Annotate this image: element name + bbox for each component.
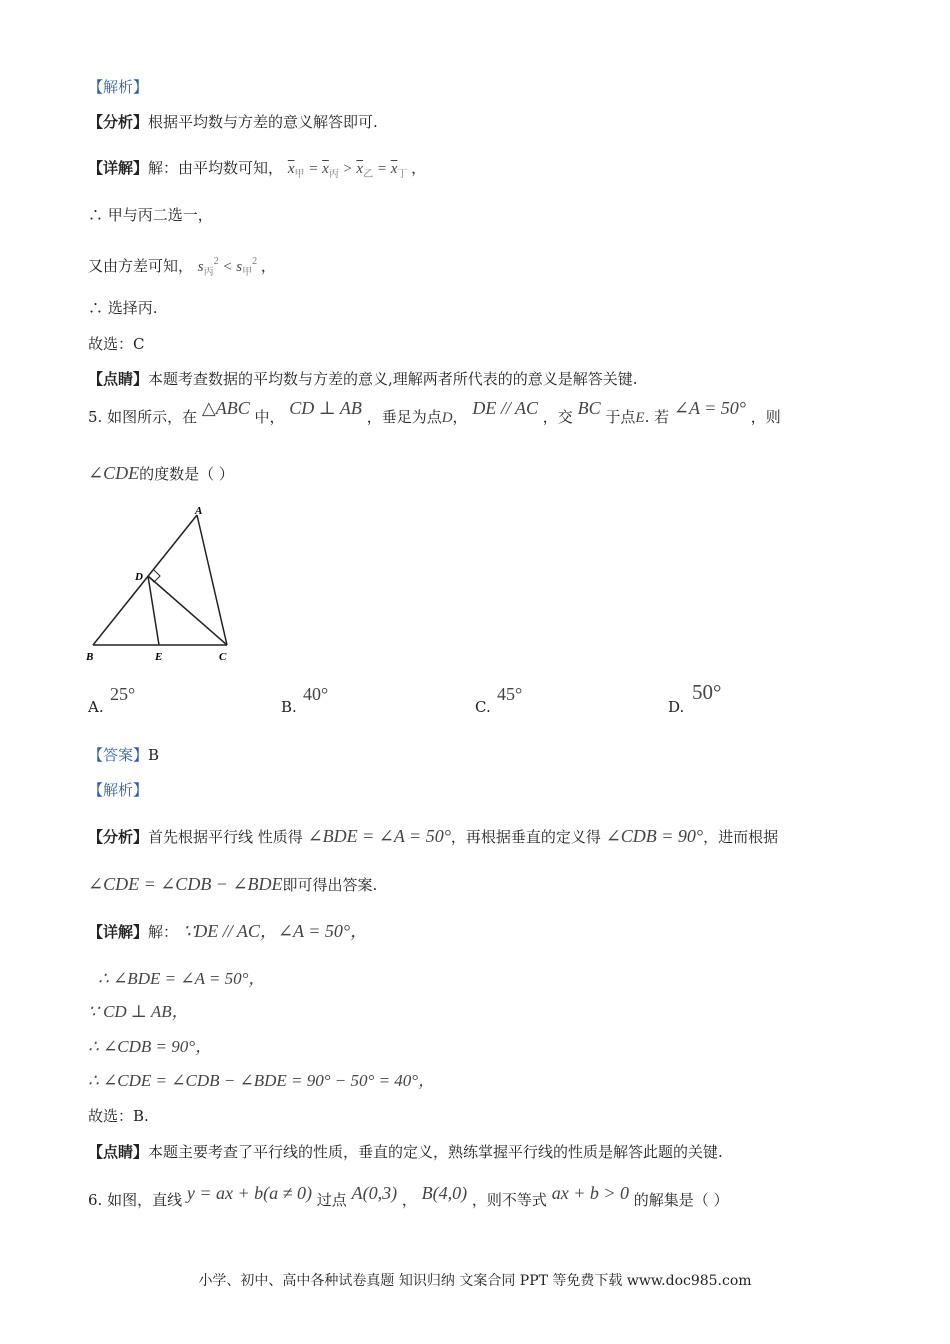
q5-step-1: ∴ ∠BDE = ∠A = 50°， bbox=[98, 969, 266, 988]
label-b: B bbox=[86, 651, 94, 663]
q5-fenxi: 【分析】首先根据平行线 性质得 ∠BDE = ∠A = 50°，再根据垂直的定义得 ∠CDB = 90°，进而根据 bbox=[88, 826, 779, 846]
q4-therefore-2: ∴ 选择丙. bbox=[88, 299, 158, 317]
segment-cd bbox=[148, 576, 227, 645]
label-c: C bbox=[219, 651, 227, 663]
segment-ab bbox=[93, 515, 197, 645]
q4-xiangjie: 【详解】解：由平均数可知， $\overline{x}_甲 = \overline{x}_丙 > \overline{x}_乙 = \overline{x}_丁$ ， bbox=[88, 159, 427, 180]
q5-step-2: ∵ CD ⊥ AB， bbox=[88, 1002, 189, 1021]
q5-analysis-tag: 【解析】 bbox=[88, 781, 149, 799]
q5-choice: 故选：B. bbox=[88, 1107, 149, 1125]
q5-step-3: ∴ ∠CDB = 90°， bbox=[88, 1037, 213, 1056]
fenxi-text: 根据平均数与方差的意义解答即可. bbox=[148, 113, 378, 131]
mean-relation: $\overline{x}_甲 = \overline{x}_丙 > \overline{x}_乙 = \overline{x}_丁$ bbox=[287, 161, 408, 180]
q5-xiangjie: 【详解】解： ∵DE // AC，∠A = 50°， bbox=[88, 921, 369, 941]
segment-de bbox=[148, 576, 159, 645]
q4-variance: 又由方差可知， $s_丙^2 < s_甲^2$ ， bbox=[88, 256, 276, 278]
q5-step-4: ∴ ∠CDE = ∠CDB − ∠BDE = 90° − 50° = 40°， bbox=[88, 1071, 436, 1090]
q4-dianjing bbox=[88, 368, 638, 390]
q5-dianjing: 【点睛】本题主要考查了平行线的性质，垂直的定义，熟练掌握平行线的性质是解答此题的关键. bbox=[88, 1143, 723, 1161]
xiangjie-text: 解：由平均数可知， bbox=[148, 159, 284, 177]
q4-choice: 故选：C bbox=[88, 335, 145, 353]
q4-therefore-1: ∴ 甲与丙二选一， bbox=[88, 206, 213, 224]
page-footer: 小学、初中、高中各种试卷真题 知识归纳 文案合同 PPT 等免费下载 www.doc985.com bbox=[198, 1273, 752, 1289]
xiangjie-tag: 【详解】 bbox=[88, 159, 149, 177]
document-page: 【解析】 【分析】根据平均数与方差的意义解答即可. 【详解】解：由平均数可知， $\overline{x}_甲 = \overline{x}_丙 > \overline{x}_乙 = \overline{x}_丁$ ， ∴ 甲与丙二选一， 又由方差可知， $s_丙^2 < s_甲^2$ ， ∴ 选择丙. 故选：C 【点睛】本题考查数据的平均数与方差的意义,理解两者所代表的的意义是解答关键. 5. 如图所示，在 △ABC 中， CD ⊥ AB ，垂足为点D， DE // AC ，交 BC 于点E. 若 ∠A = 50° ，则 ∠CDE的度数是（ ） A B C D E A. 25° B. 40° C. 45° D. 50° 【答案】B 【解析】 【分析】首先根据平行线 性质得 ∠BDE = ∠A = 50°，再根据垂直的定义得 ∠CDB = 90°，进而根据 ∠CDE = ∠CDB − ∠BDE即可得出答案. 【详解】解： ∵DE // AC，∠A = 50°， ∴ ∠BDE = ∠A = 50°， ∵ CD ⊥ AB， ∴ ∠CDB = 90°， ∴ ∠CDE = ∠CDB − ∠BDE = 90° − 50° = 40°， 故选：B. 【点睛】本题主要考查了平行线的性质，垂直的定义，熟练掌握平行线的性质是解答此题的关键. 6. 如图，直线 y = ax + b(a ≠ 0) 过点 A(0,3) ， B(4,0) ，则不等式 ax + b > 0 的解集是（ ） 小学、初中、高中各种试卷真题 知识归纳 文案合同 PPT 等免费下载 www.doc985.com bbox=[0, 0, 950, 1344]
variance-relation: $s_丙^2 < s_甲^2$ bbox=[197, 256, 258, 278]
dianjing-tag: 【点睛】 bbox=[88, 370, 149, 388]
q5-stem: 5. 如图所示，在 △ABC 中， CD ⊥ AB ，垂足为点D， DE // AC ，交 BC 于点E. 若 ∠A = 50° ，则 bbox=[88, 398, 781, 426]
variance-intro: 又由方差可知， bbox=[88, 257, 194, 275]
q5-stem-line2: ∠CDE的度数是（ ） bbox=[88, 463, 234, 483]
q5-answer: 【答案】B bbox=[88, 746, 160, 764]
label-a: A bbox=[195, 505, 203, 517]
right-angle-mark bbox=[148, 570, 160, 582]
fenxi-tag: 【分析】 bbox=[88, 113, 149, 131]
q4-fenxi bbox=[88, 111, 378, 133]
label-e: E bbox=[155, 651, 163, 663]
triangle-figure bbox=[80, 500, 250, 670]
q5-fenxi-line2: ∠CDE = ∠CDB − ∠BDE即可得出答案. bbox=[88, 874, 378, 894]
dianjing-text: 本题考查数据的平均数与方差的意义,理解两者所代表的的意义是解答关键. bbox=[148, 370, 638, 388]
q6-stem: 6. 如图，直线 y = ax + b(a ≠ 0) 过点 A(0,3) ， B(4,0) ，则不等式 ax + b > 0 的解集是（ ） bbox=[88, 1183, 729, 1209]
analysis-tag: 【解析】 bbox=[88, 78, 149, 96]
segment-ac bbox=[197, 515, 227, 645]
label-d: D bbox=[135, 571, 143, 583]
